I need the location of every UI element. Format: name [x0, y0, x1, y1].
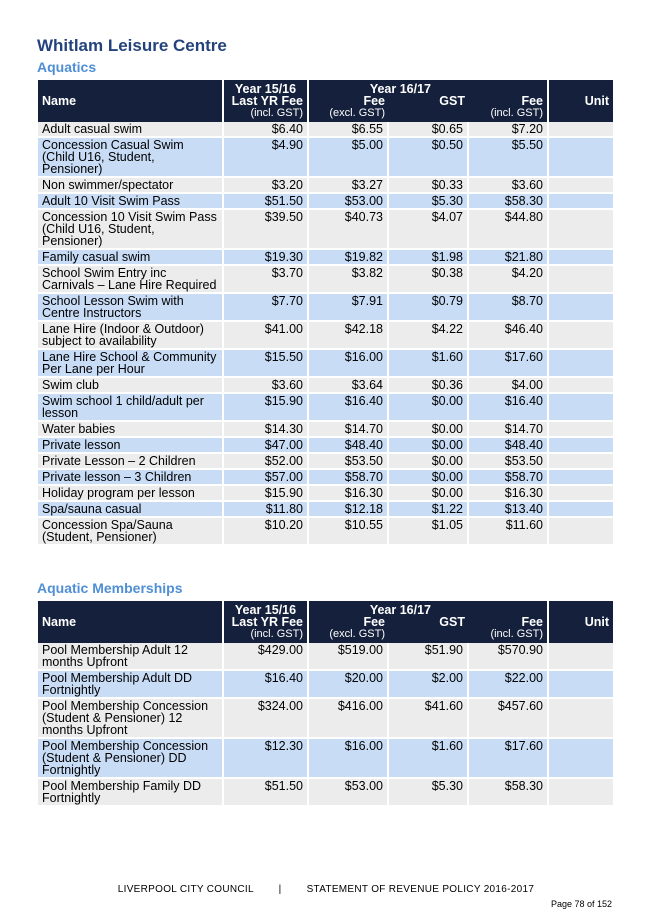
cell-unit [549, 699, 613, 739]
cell-gst: $0.00 [389, 470, 469, 486]
table-row [38, 643, 613, 671]
cell-fee-incl: $7.20 [469, 122, 549, 138]
cell-fee-incl: $14.70 [469, 422, 549, 438]
last-year-label: Year 15/16 [234, 603, 297, 617]
column-header-name: Name [38, 80, 224, 122]
cell-unit [549, 518, 613, 546]
cell-gst: $0.33 [389, 178, 469, 194]
cell-name: Pool Membership Adult DD Fortnightly [38, 671, 224, 699]
column-header-last-year-fee [224, 80, 309, 122]
table-row [38, 486, 613, 502]
table-row [38, 194, 613, 210]
cell-fee-excl: $416.00 [309, 699, 389, 739]
cell-fee-incl: $48.40 [469, 438, 549, 454]
cell-unit [549, 394, 613, 422]
cell-fee-excl: $12.18 [309, 502, 389, 518]
cell-fee-excl: $42.18 [309, 322, 389, 350]
cell-fee-excl: $14.70 [309, 422, 389, 438]
fee-incl-label: Fee [521, 94, 543, 108]
gst-label: GST [439, 615, 465, 629]
table-row [38, 518, 613, 546]
cell-gst: $1.60 [389, 739, 469, 779]
cell-name: Swim school 1 child/adult per lesson [38, 394, 224, 422]
cell-name: Concession 10 Visit Swim Pass (Child U16, Student, Pensioner) [38, 210, 224, 250]
cell-fee-incl: $44.80 [469, 210, 549, 250]
cell-fee-incl: $5.50 [469, 138, 549, 178]
cell-fee-excl: $16.40 [309, 394, 389, 422]
cell-fee-incl: $4.00 [469, 378, 549, 394]
table-row [38, 422, 613, 438]
column-header-fee-excl [309, 601, 431, 643]
cell-unit [549, 779, 613, 807]
cell-gst: $5.30 [389, 779, 469, 807]
cell-gst: $51.90 [389, 643, 469, 671]
cell-last-year-fee: $15.50 [224, 350, 309, 378]
cell-last-year-fee: $3.20 [224, 178, 309, 194]
table-row [38, 739, 613, 779]
cell-name: Private lesson – 3 Children [38, 470, 224, 486]
cell-name: Pool Membership Adult 12 months Upfront [38, 643, 224, 671]
cell-name: Lane Hire School & Community Per Lane per Hour [38, 350, 224, 378]
cell-fee-incl: $457.60 [469, 699, 549, 739]
table-row [38, 438, 613, 454]
cell-name: Water babies [38, 422, 224, 438]
gst-label: GST [439, 94, 465, 108]
cell-gst: $0.00 [389, 454, 469, 470]
cell-unit [549, 422, 613, 438]
table-row [38, 779, 613, 807]
cell-name: Private Lesson – 2 Children [38, 454, 224, 470]
cell-name: Spa/sauna casual [38, 502, 224, 518]
cell-fee-excl: $3.64 [309, 378, 389, 394]
cell-last-year-fee: $57.00 [224, 470, 309, 486]
page-footer [0, 884, 652, 895]
cell-fee-incl: $4.20 [469, 266, 549, 294]
cell-fee-excl: $519.00 [309, 643, 389, 671]
cell-unit [549, 671, 613, 699]
cell-fee-incl: $13.40 [469, 502, 549, 518]
cell-last-year-fee: $6.40 [224, 122, 309, 138]
cell-name: Non swimmer/spectator [38, 178, 224, 194]
cell-last-year-fee: $11.80 [224, 502, 309, 518]
cell-gst: $0.65 [389, 122, 469, 138]
page-number: Page 78 of 152 [550, 899, 612, 909]
last-fee-label: Last YR Fee [231, 94, 303, 108]
column-header-name: Name [38, 601, 224, 643]
table-row [38, 671, 613, 699]
cell-gst: $0.79 [389, 294, 469, 322]
footer-document: STATEMENT OF REVENUE POLICY 2016-2017 [306, 884, 535, 895]
cell-fee-incl: $8.70 [469, 294, 549, 322]
header-row [38, 80, 613, 122]
table-row [38, 138, 613, 178]
cell-name: Concession Casual Swim (Child U16, Student, Pensioner) [38, 138, 224, 178]
cell-last-year-fee: $4.90 [224, 138, 309, 178]
last-fee-note: (incl. GST) [250, 107, 303, 119]
fee-excl-note: (excl. GST) [329, 107, 385, 119]
table-row [38, 350, 613, 378]
cell-unit [549, 378, 613, 394]
cell-last-year-fee: $14.30 [224, 422, 309, 438]
cell-gst: $1.98 [389, 250, 469, 266]
cell-fee-excl: $3.27 [309, 178, 389, 194]
table-row [38, 394, 613, 422]
cell-fee-incl: $16.40 [469, 394, 549, 422]
table-row [38, 210, 613, 250]
cell-fee-incl: $570.90 [469, 643, 549, 671]
table-row [38, 699, 613, 739]
cell-last-year-fee: $16.40 [224, 671, 309, 699]
cell-gst: $41.60 [389, 699, 469, 739]
cell-last-year-fee: $3.60 [224, 378, 309, 394]
cell-gst: $4.22 [389, 322, 469, 350]
column-header-unit: Unit [549, 601, 613, 643]
cell-gst: $0.00 [389, 394, 469, 422]
column-header-fee-incl [469, 601, 549, 643]
cell-fee-excl: $16.00 [309, 739, 389, 779]
section-heading-memberships: Aquatic Memberships [37, 580, 183, 596]
cell-name: Pool Membership Family DD Fortnightly [38, 779, 224, 807]
fee-incl-note: (incl. GST) [490, 628, 543, 640]
cell-fee-excl: $20.00 [309, 671, 389, 699]
cell-unit [549, 194, 613, 210]
cell-fee-incl: $17.60 [469, 350, 549, 378]
cell-name: Holiday program per lesson [38, 486, 224, 502]
cell-gst: $1.60 [389, 350, 469, 378]
cell-unit [549, 250, 613, 266]
column-header-last-year-fee [224, 601, 309, 643]
cell-unit [549, 294, 613, 322]
cell-name: School Swim Entry inc Carnivals – Lane Hire Required [38, 266, 224, 294]
cell-name: School Lesson Swim with Centre Instructors [38, 294, 224, 322]
cell-last-year-fee: $3.70 [224, 266, 309, 294]
cell-fee-incl: $58.30 [469, 779, 549, 807]
last-year-label: Year 15/16 [234, 82, 297, 96]
cell-fee-incl: $21.80 [469, 250, 549, 266]
cell-gst: $0.50 [389, 138, 469, 178]
cell-fee-incl: $16.30 [469, 486, 549, 502]
cell-last-year-fee: $19.30 [224, 250, 309, 266]
cell-gst: $4.07 [389, 210, 469, 250]
cell-unit [549, 739, 613, 779]
fee-incl-note: (incl. GST) [490, 107, 543, 119]
table-row [38, 294, 613, 322]
table-row [38, 250, 613, 266]
cell-gst: $0.38 [389, 266, 469, 294]
cell-unit [549, 350, 613, 378]
cell-fee-incl: $17.60 [469, 739, 549, 779]
cell-fee-excl: $16.00 [309, 350, 389, 378]
cell-name: Lane Hire (Indoor & Outdoor) subject to availability [38, 322, 224, 350]
cell-fee-excl: $48.40 [309, 438, 389, 454]
cell-fee-incl: $22.00 [469, 671, 549, 699]
last-fee-note: (incl. GST) [250, 628, 303, 640]
cell-unit [549, 643, 613, 671]
cell-gst: $0.00 [389, 422, 469, 438]
table-row [38, 266, 613, 294]
cell-fee-excl: $6.55 [309, 122, 389, 138]
cell-last-year-fee: $15.90 [224, 486, 309, 502]
column-header-fee-incl [469, 80, 549, 122]
cell-fee-excl: $16.30 [309, 486, 389, 502]
fee-excl-label: Fee [363, 94, 385, 108]
cell-fee-excl: $40.73 [309, 210, 389, 250]
cell-last-year-fee: $7.70 [224, 294, 309, 322]
cell-gst: $2.00 [389, 671, 469, 699]
cell-name: Swim club [38, 378, 224, 394]
footer-council: LIVERPOOL CITY COUNCIL [117, 884, 254, 895]
cell-name: Pool Membership Concession (Student & Pensioner) DD Fortnightly [38, 739, 224, 779]
cell-fee-incl: $46.40 [469, 322, 549, 350]
cell-fee-incl: $58.70 [469, 470, 549, 486]
cell-unit [549, 470, 613, 486]
cell-last-year-fee: $10.20 [224, 518, 309, 546]
cell-last-year-fee: $15.90 [224, 394, 309, 422]
cell-fee-excl: $53.00 [309, 779, 389, 807]
cell-last-year-fee: $12.30 [224, 739, 309, 779]
cell-unit [549, 438, 613, 454]
cell-fee-incl: $58.30 [469, 194, 549, 210]
column-header-unit: Unit [549, 80, 613, 122]
aquatics-fee-table [38, 80, 613, 546]
cell-gst: $5.30 [389, 194, 469, 210]
cell-unit [549, 266, 613, 294]
cell-last-year-fee: $47.00 [224, 438, 309, 454]
cell-last-year-fee: $41.00 [224, 322, 309, 350]
this-year-label: Year 16/17 [369, 82, 431, 96]
cell-name: Adult casual swim [38, 122, 224, 138]
cell-fee-excl: $53.50 [309, 454, 389, 470]
page-title: Whitlam Leisure Centre [37, 36, 227, 55]
fee-incl-label: Fee [521, 615, 543, 629]
cell-fee-excl: $53.00 [309, 194, 389, 210]
table-row [38, 322, 613, 350]
column-header-fee-excl [309, 80, 431, 122]
cell-gst: $0.00 [389, 438, 469, 454]
cell-unit [549, 210, 613, 250]
cell-unit [549, 322, 613, 350]
cell-last-year-fee: $51.50 [224, 194, 309, 210]
cell-gst: $1.05 [389, 518, 469, 546]
table-row [38, 178, 613, 194]
cell-last-year-fee: $429.00 [224, 643, 309, 671]
cell-last-year-fee: $52.00 [224, 454, 309, 470]
cell-name: Concession Spa/Sauna (Student, Pensioner) [38, 518, 224, 546]
cell-fee-excl: $3.82 [309, 266, 389, 294]
cell-unit [549, 454, 613, 470]
cell-name: Private lesson [38, 438, 224, 454]
cell-fee-excl: $7.91 [309, 294, 389, 322]
cell-fee-incl: $3.60 [469, 178, 549, 194]
table-row [38, 122, 613, 138]
cell-unit [549, 486, 613, 502]
fee-excl-note: (excl. GST) [329, 628, 385, 640]
cell-fee-excl: $10.55 [309, 518, 389, 546]
table-row [38, 502, 613, 518]
header-row [38, 601, 613, 643]
fee-excl-label: Fee [363, 615, 385, 629]
cell-name: Family casual swim [38, 250, 224, 266]
table-row [38, 454, 613, 470]
cell-name: Adult 10 Visit Swim Pass [38, 194, 224, 210]
footer-separator: | [278, 884, 282, 895]
cell-name: Pool Membership Concession (Student & Pensioner) 12 months Upfront [38, 699, 224, 739]
cell-last-year-fee: $39.50 [224, 210, 309, 250]
cell-fee-incl: $11.60 [469, 518, 549, 546]
cell-gst: $1.22 [389, 502, 469, 518]
cell-fee-excl: $5.00 [309, 138, 389, 178]
memberships-fee-table [38, 601, 613, 807]
cell-unit [549, 502, 613, 518]
table-row [38, 470, 613, 486]
cell-unit [549, 138, 613, 178]
cell-fee-incl: $53.50 [469, 454, 549, 470]
cell-last-year-fee: $324.00 [224, 699, 309, 739]
cell-fee-excl: $19.82 [309, 250, 389, 266]
cell-gst: $0.36 [389, 378, 469, 394]
cell-last-year-fee: $51.50 [224, 779, 309, 807]
last-fee-label: Last YR Fee [231, 615, 303, 629]
table-row [38, 378, 613, 394]
cell-unit [549, 178, 613, 194]
section-heading-aquatics: Aquatics [37, 59, 97, 75]
cell-fee-excl: $58.70 [309, 470, 389, 486]
this-year-label: Year 16/17 [369, 603, 431, 617]
cell-gst: $0.00 [389, 486, 469, 502]
cell-unit [549, 122, 613, 138]
